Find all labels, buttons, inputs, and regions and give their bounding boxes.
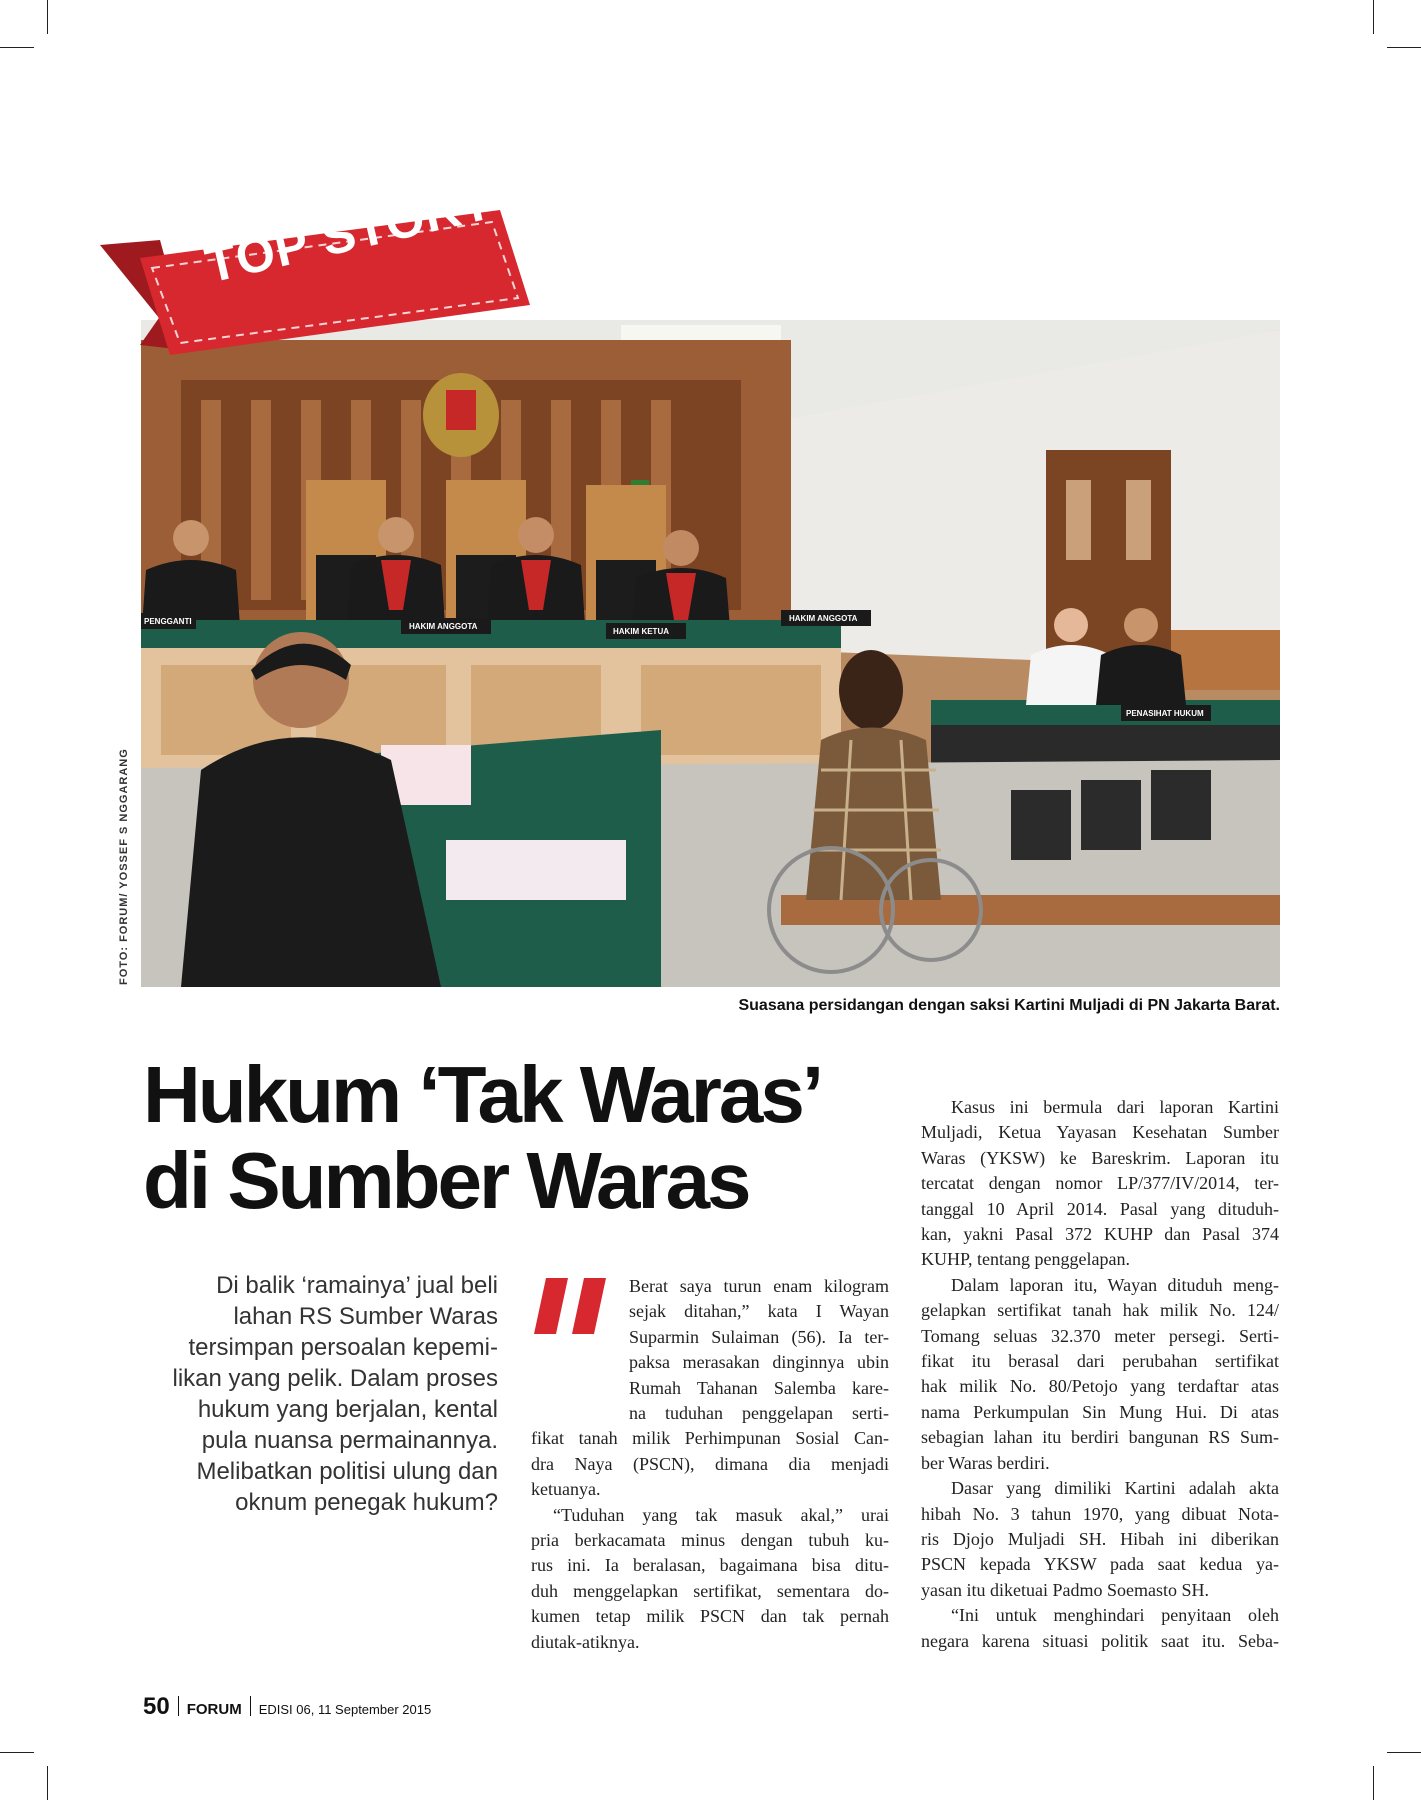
- body-line: Waras (YKSW) ke Bareskrim. Laporan itu: [921, 1147, 1279, 1168]
- footer-divider: [250, 1696, 251, 1716]
- body-line: yasan itu diketuai Padmo Soemasto SH.: [921, 1579, 1209, 1600]
- body-line: PSCN kepada YKSW pada saat kedua ya-: [921, 1554, 1279, 1575]
- page-footer: [143, 1693, 431, 1721]
- body-line: KUHP, tentang penggelapan.: [921, 1249, 1130, 1270]
- body-line: Berat saya turun enam kilogram: [629, 1276, 889, 1296]
- nameplate-text: HAKIM ANGGOTA: [789, 614, 858, 623]
- crop-mark: [1373, 0, 1374, 34]
- body-line: tanggal 10 April 2014. Pasal yang dituduh-: [921, 1198, 1279, 1219]
- intro-line: likan yang pelik. Dalam proses: [172, 1365, 498, 1392]
- body-line: hak milik No. 80/Petojo yang terdaftar atas: [921, 1376, 1279, 1397]
- body-line: duh menggelapkan sertifikat, sementara do-: [531, 1580, 889, 1601]
- body-line: kan, yakni Pasal 372 KUHP dan Pasal 374: [921, 1224, 1279, 1245]
- intro-line: Di balik ‘ramainya’ jual beli: [216, 1272, 498, 1299]
- intro-line: oknum penegak hukum?: [235, 1489, 498, 1516]
- body-line: fikat tanah milik Perhimpunan Sosial Can-: [531, 1428, 889, 1449]
- article-column-1: [531, 1274, 889, 1655]
- nameplate-text: HAKIM KETUA: [613, 627, 669, 636]
- nameplate-text: PENGGANTI: [144, 617, 192, 626]
- body-line: Kasus ini bermula dari laporan Kartini: [951, 1097, 1279, 1117]
- crop-mark: [47, 0, 48, 34]
- body-line: ris Djojo Muljadi SH. Hibah ini diberikan: [921, 1528, 1279, 1549]
- body-line: ber Waras berdiri.: [921, 1452, 1050, 1473]
- body-line: fikat itu berasal dari perubahan sertifikat: [921, 1351, 1279, 1372]
- edition-info: EDISI 06, 11 September 2015: [258, 1702, 432, 1717]
- intro-line: pula nuansa permainannya.: [201, 1427, 498, 1454]
- body-line: pria berkacamata minus dengan tubuh ku-: [531, 1530, 889, 1551]
- headline-line: di Sumber Waras: [143, 1136, 749, 1225]
- nameplate-text: PENASIHAT HUKUM: [1126, 709, 1204, 718]
- courtroom-photo: [141, 320, 1280, 987]
- body-line: Dasar yang dimiliki Kartini adalah akta: [951, 1478, 1279, 1499]
- article-column-2: [921, 1095, 1279, 1654]
- crop-mark: [0, 47, 34, 48]
- body-line: gelapkan sertifikat tanah hak milik No. 124/: [921, 1300, 1279, 1321]
- body-line: Suparmin Sulaiman (56). Ia ter-: [629, 1326, 889, 1347]
- body-line: “Ini untuk menghindari penyitaan oleh: [951, 1605, 1279, 1626]
- intro-line: lahan RS Sumber Waras: [233, 1303, 498, 1330]
- intro-line: hukum yang berjalan, kental: [197, 1396, 498, 1423]
- headline: [143, 1052, 903, 1224]
- body-line: dra Naya (PSCN), dimana dia menjadi: [531, 1453, 889, 1474]
- crop-mark: [1387, 1752, 1421, 1753]
- crop-mark: [47, 1766, 48, 1800]
- body-line: nama Perkumpulan Sin Mung Hui. Di atas: [921, 1401, 1279, 1422]
- body-line: Muljadi, Ketua Yayasan Kesehatan Sumber: [921, 1122, 1279, 1143]
- body-line: na tuduhan penggelapan serti-: [629, 1403, 889, 1424]
- body-line: Dalam laporan itu, Wayan dituduh meng-: [951, 1274, 1279, 1295]
- intro-lede: [160, 1270, 498, 1518]
- crop-mark: [1373, 1766, 1374, 1800]
- intro-line: Melibatkan politisi ulung dan: [196, 1458, 498, 1485]
- intro-line: tersimpan persoalan kepemi-: [188, 1334, 498, 1361]
- headline-line: Hukum ‘Tak Waras’: [143, 1050, 822, 1139]
- body-line: sebagian lahan itu berdiri bangunan RS Sum-: [921, 1427, 1279, 1448]
- crop-mark: [1387, 47, 1421, 48]
- nameplate-text: HAKIM ANGGOTA: [409, 622, 478, 631]
- body-line: rus ini. Ia beralasan, bagaimana bisa ditu-: [531, 1555, 889, 1576]
- body-line: ketuanya.: [531, 1479, 601, 1500]
- body-line: tercatat dengan nomor LP/377/IV/2014, ter-: [921, 1173, 1279, 1194]
- body-line: diutak-atiknya.: [531, 1631, 640, 1652]
- body-line: paksa merasakan dinginnya ubin: [629, 1352, 889, 1373]
- crop-mark: [0, 1752, 34, 1753]
- body-line: kumen tetap milik PSCN dan tak pernah: [531, 1606, 889, 1627]
- body-line: Tomang seluas 32.370 meter persegi. Serti-: [921, 1325, 1279, 1346]
- body-line: “Tuduhan yang tak masuk akal,” urai: [553, 1504, 889, 1525]
- page-number: 50: [143, 1693, 170, 1720]
- photo-caption: Suasana persidangan dengan saksi Kartini Muljadi di PN Jakarta Barat.: [738, 997, 1280, 1014]
- top-story-label: TOP STORY: [200, 172, 499, 294]
- body-line: negara karena situasi politik saat itu. Seba-: [921, 1630, 1279, 1651]
- body-line: sejak ditahan,” kata I Wayan: [629, 1301, 889, 1322]
- body-line: Rumah Tahanan Salemba kare-: [629, 1377, 889, 1398]
- photo-credit: FOTO: FORUM/ YOSSEF S NGGARANG: [118, 748, 130, 985]
- magazine-name: FORUM: [186, 1701, 242, 1718]
- footer-divider: [178, 1696, 179, 1716]
- body-line: hibah No. 3 tahun 1970, yang dibuat Nota-: [921, 1503, 1279, 1524]
